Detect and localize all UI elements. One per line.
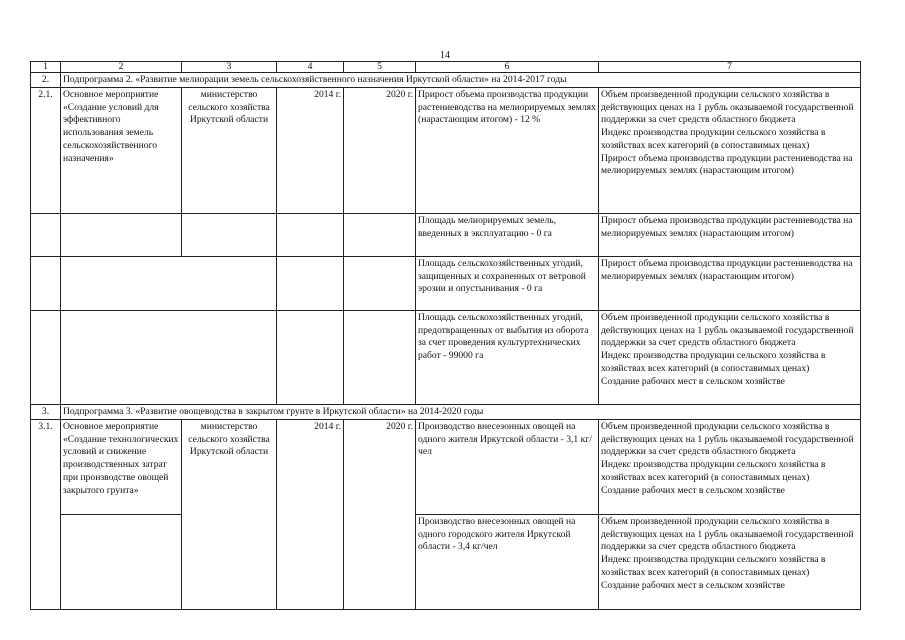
empty-cell — [344, 257, 416, 311]
page-number: 14 — [440, 50, 450, 61]
result-cell: Площадь мелиорируемых земель, введенных в эксплуатацию - 0 га — [416, 214, 599, 257]
indicator-line: Объем произведенной продукции сельского хозяйства в действующих ценах на 1 рубль оказываемой государственной поддержки за счет средств областного бюджета — [601, 89, 854, 126]
indicator-line: Индекс производства продукции сельского хозяйства в хозяйствах всех категорий (в сопоставимых ценах) — [601, 554, 826, 578]
subprogram-row — [31, 73, 861, 88]
column-number-row — [31, 62, 861, 73]
subprogram-title: Подпрограмма 3. «Развитие овощеводства в закрытом грунте в Иркутской области» на 2014-2020 годы — [61, 405, 861, 420]
indicator-cell — [599, 88, 861, 214]
indicator-line: Объем произведенной продукции сельского хозяйства в действующих ценах на 1 рубль оказываемой государственной поддержки за счет средств областного бюджета — [601, 421, 854, 458]
empty-cell — [31, 311, 61, 405]
result-cell: Прирост объема производства продукции растениеводства на мелиорируемых землях (нарастающим итогом) - 12 % — [416, 88, 599, 214]
indicator-line: Объем произведенной продукции сельского хозяйства в действующих ценах на 1 рубль оказываемой государственной поддержки за счет средств областного бюджета — [601, 312, 854, 349]
empty-cell — [182, 214, 277, 257]
table-row — [31, 515, 861, 610]
table-row — [31, 257, 861, 311]
item-start-year: 2014 г. — [277, 420, 344, 610]
empty-cell — [61, 257, 277, 311]
item-number: 2.1. — [31, 88, 61, 214]
indicator-line: Индекс производства продукции сельского хозяйства в хозяйствах всех категорий (в сопоставимых ценах) — [601, 350, 826, 374]
item-executor: министерство сельского хозяйства Иркутской области — [182, 420, 277, 610]
column-number: 6 — [416, 62, 599, 73]
column-number: 7 — [599, 62, 861, 73]
empty-cell — [61, 515, 182, 610]
indicator-line: Объем произведенной продукции сельского хозяйства в действующих ценах на 1 рубль оказываемой государственной поддержки за счет средств областного бюджета — [601, 516, 854, 553]
column-number: 3 — [182, 62, 277, 73]
result-cell: Площадь сельскохозяйственных угодий, предотвращенных от выбытия из оборота за счет проведения культуртехнических работ - 99000 га — [416, 311, 599, 405]
indicator-line: Прирост объема производства продукции растениеводства на мелиорируемых землях (нарастающим итогом) — [601, 215, 853, 239]
indicator-line: Прирост объема производства продукции растениеводства на мелиорируемых землях (нарастающим итогом) — [601, 258, 853, 282]
indicator-line: Создание рабочих мест в сельском хозяйстве — [601, 484, 785, 496]
empty-cell — [277, 257, 344, 311]
item-name: Основное мероприятие «Создание технологических условий и снижение производственных затрат при производстве овощей закрытого грунта» — [61, 420, 182, 515]
program-table — [30, 61, 861, 610]
column-number: 1 — [31, 62, 61, 73]
result-cell: Площадь сельскохозяйственных угодий, защищенных и сохраненных от ветровой эрозии и опустынивания - 0 га — [416, 257, 599, 311]
indicator-line: Создание рабочих мест в сельском хозяйстве — [601, 375, 785, 387]
result-cell: Производство внесезонных овощей на одного жителя Иркутской области - 3,1 кг/чел — [416, 420, 599, 515]
item-start-year: 2014 г. — [277, 88, 344, 214]
indicator-cell — [599, 311, 861, 405]
subprogram-number: 3. — [31, 405, 61, 420]
empty-cell — [31, 257, 61, 311]
column-number: 5 — [344, 62, 416, 73]
indicator-line: Прирост объема производства продукции растениеводства на мелиорируемых землях (нарастающим итогом) — [601, 152, 853, 177]
empty-cell — [344, 311, 416, 405]
indicator-line: Индекс производства продукции сельского хозяйства в хозяйствах всех категорий (в сопоставимых ценах) — [601, 459, 826, 483]
item-executor: министерство сельского хозяйства Иркутской области — [182, 88, 277, 214]
indicator-cell — [599, 214, 861, 257]
column-number: 2 — [61, 62, 182, 73]
item-number: 3.1. — [31, 420, 61, 610]
table-row — [31, 420, 861, 515]
table-row — [31, 214, 861, 257]
indicator-cell — [599, 420, 861, 515]
indicator-line: Индекс производства продукции сельского хозяйства в хозяйствах всех категорий (в сопоставимых ценах) — [601, 127, 826, 151]
result-cell: Производство внесезонных овощей на одного городского жителя Иркутской области - 3,4 кг/чел — [416, 515, 599, 610]
empty-cell — [61, 311, 277, 405]
empty-cell — [344, 214, 416, 257]
indicator-line: Создание рабочих мест в сельском хозяйстве — [601, 579, 785, 591]
subprogram-number: 2. — [31, 73, 61, 88]
empty-cell — [61, 214, 182, 257]
column-number: 4 — [277, 62, 344, 73]
item-end-year: 2020 г. — [344, 88, 416, 214]
empty-cell — [31, 214, 61, 257]
item-name: Основное мероприятие «Создание условий для эффективного использования земель сельскохозяйственного назначения» — [61, 88, 182, 214]
subprogram-title: Подпрограмма 2. «Развитие мелиорации земель сельскохозяйственного назначения Иркутской области» на 2014-2017 годы — [61, 73, 861, 88]
empty-cell — [277, 214, 344, 257]
item-end-year: 2020 г. — [344, 420, 416, 610]
indicator-cell — [599, 515, 861, 610]
table-row — [31, 88, 861, 214]
indicator-cell — [599, 257, 861, 311]
subprogram-row — [31, 405, 861, 420]
empty-cell — [277, 311, 344, 405]
table-row — [31, 311, 861, 405]
